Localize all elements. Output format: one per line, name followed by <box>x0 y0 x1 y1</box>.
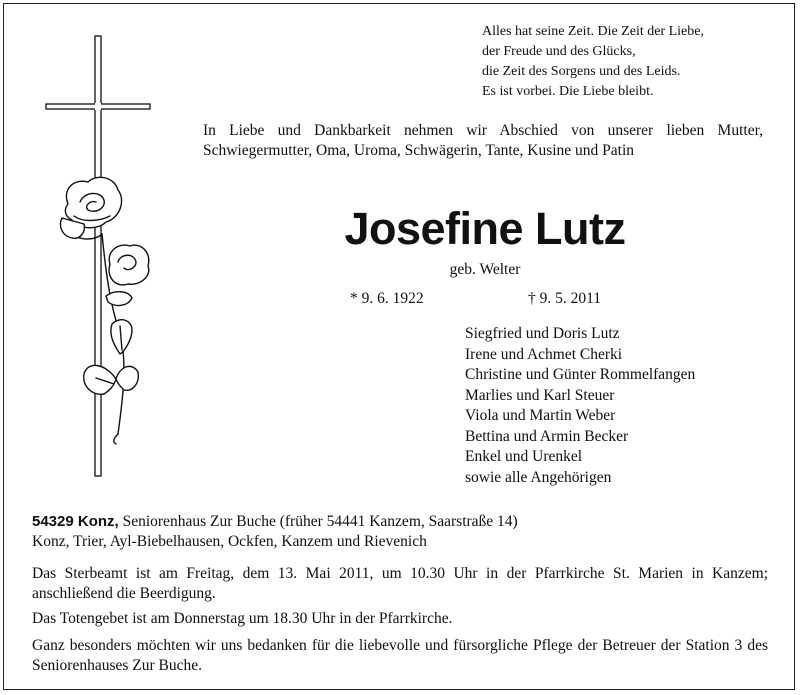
poem-line: der Freude und des Glücks, <box>482 44 636 59</box>
mourners-list <box>465 324 695 488</box>
address-block <box>32 512 772 552</box>
rose-icon <box>60 177 148 444</box>
intro-text: In Liebe und Dankbarkeit nehmen wir Abschied von unserer lieben Mutter, Schwiegermutter, Oma, Uroma, Schwägerin, Tante, Kusine und Patin <box>203 122 763 159</box>
deceased-name: Josefine Lutz <box>344 203 626 254</box>
poem-line: die Zeit des Sorgens und des Leids. <box>482 64 681 79</box>
poem-line: Es ist vorbei. Die Liebe bleibt. <box>482 84 654 99</box>
thanks-text: Ganz besonders möchten wir uns bedanken für die liebevolle und fürsorgliche Pflege der Betreuer der Station 3 des Seniorenhauses Zur Buche. <box>32 637 768 674</box>
poem <box>482 22 704 102</box>
mourner-entry: Viola und Martin Weber <box>465 407 616 424</box>
death-date: † 9. 5. 2011 <box>528 290 602 307</box>
cross-with-roses-illustration <box>40 34 160 484</box>
mourner-entry: Marlies und Karl Steuer <box>465 386 615 404</box>
birth-date: * 9. 6. 1922 <box>350 290 424 307</box>
mourner-entry: Siegfried und Doris Lutz <box>465 325 620 342</box>
poem-line: Alles hat seine Zeit. Die Zeit der Liebe, <box>482 24 704 39</box>
prayer-info: Das Totengebet ist am Donnerstag um 18.30 Uhr in der Pfarrkirche. <box>32 610 453 627</box>
address-city: 54329 Konz, <box>32 513 119 530</box>
mourner-entry: Christine und Günter Rommelfangen <box>465 366 696 383</box>
address-line-1 <box>32 512 772 532</box>
mourner-entry: Irene und Achmet Cherki <box>465 345 623 363</box>
address-facility: Seniorenhaus Zur Buche (früher 54441 Kanzem, Saarstraße 14) <box>122 513 518 530</box>
maiden-name: geb. Welter <box>449 261 521 278</box>
address-line-2: Konz, Trier, Ayl-Biebelhausen, Ockfen, Kanzem und Rievenich <box>32 533 427 550</box>
mourner-entry: Bettina und Armin Becker <box>465 427 629 445</box>
funeral-mass-info: Das Sterbeamt ist am Freitag, dem 13. Mai 2011, um 10.30 Uhr in der Pfarrkirche St. Marien in Kanzem; anschließend die Beerdigung. <box>32 565 768 602</box>
mourner-entry: sowie alle Angehörigen <box>465 468 612 486</box>
mourner-entry: Enkel und Urenkel <box>465 448 583 465</box>
